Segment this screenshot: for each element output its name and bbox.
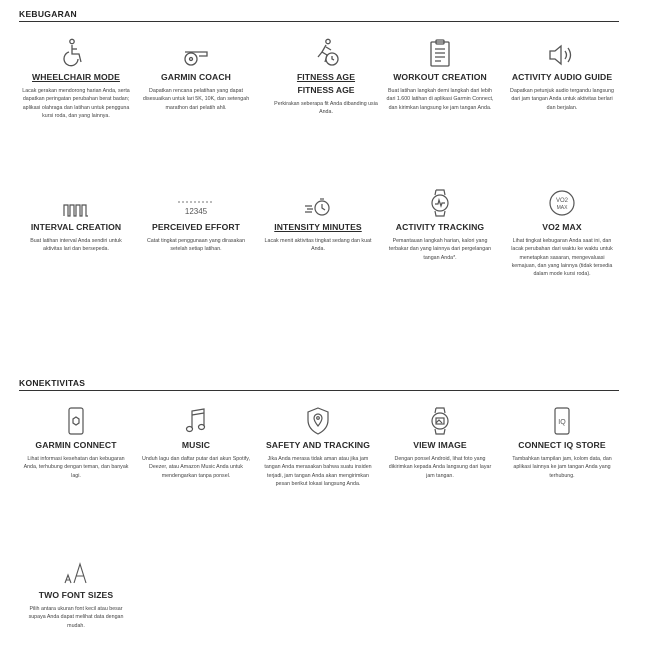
feature-connect-iq-store: [503, 402, 621, 480]
feature-title: GARMIN CONNECT: [35, 440, 117, 450]
feature-description: Dapatkan petunjuk audio tergandu langsung dari jam tangan Anda untuk aktivitas berlari dan berjalan.: [510, 88, 614, 111]
wheelchair-icon: [17, 34, 135, 68]
feature-title: SAFETY AND TRACKING: [265, 440, 371, 450]
feature-title[interactable]: WHEELCHAIR MODE: [32, 72, 120, 82]
feature-intensity-minutes: [259, 184, 377, 254]
feature-title: GARMIN COACH: [161, 72, 231, 82]
effort-scale-icon: [137, 184, 255, 218]
vo2max-icon: [503, 184, 621, 218]
feature-description: Dapatkan rencana pelatihan yang dapat disesuaikan untuk lari 5K, 10K, dan setengah marathon dari pelatih ahli.: [142, 88, 250, 111]
feature-workout-creation: [381, 34, 499, 112]
feature-subtitle: FITNESS AGE: [297, 85, 355, 95]
feature-activity-tracking: [381, 184, 499, 262]
feature-description: Perkirakan seberapa fit Anda dibanding usia Anda.: [274, 101, 378, 116]
phone-app-icon: [17, 402, 135, 436]
feature-garmin-coach: [137, 34, 255, 112]
phone-iq-icon: [503, 402, 621, 436]
feature-view-image: [381, 402, 499, 480]
feature-description: Pilih antara ukuran font kecil atau besar supaya Anda dapat melihat data dengan mudah.: [28, 606, 124, 629]
feature-description: Lacak gerakan mendorong harian Anda, serta dapatkan peringatan perubahan berat badan; aplikasi olahraga dan latihan untuk pengguna kursi roda, dan yang lainnya.: [22, 88, 130, 119]
runner-clock-icon: [267, 34, 385, 68]
section-divider-fitness: [19, 21, 619, 22]
feature-fitness-age: [267, 34, 385, 117]
feature-title: ACTIVITY AUDIO GUIDE: [511, 72, 613, 82]
music-note-icon: [137, 402, 255, 436]
feature-two-font-sizes: [17, 552, 135, 630]
feature-title: ACTIVITY TRACKING: [395, 222, 485, 232]
feature-title[interactable]: INTENSITY MINUTES: [274, 222, 362, 232]
feature-safety-tracking: [259, 402, 377, 488]
watch-image-icon: [381, 402, 499, 436]
feature-vo2-max: [503, 184, 621, 278]
feature-title: MUSIC: [181, 440, 211, 450]
section-title-connectivity: KONEKTIVITAS: [19, 378, 86, 388]
feature-description: Unduh lagu dan daftar putar dari akun Spotify, Deezer, atau Amazon Music Anda untuk mendengarkan tanpa ponsel.: [142, 456, 250, 479]
feature-description: Pemantauan langkah harian, kalori yang terbakar dan yang lainnya dari pergelangan tangan Anda*.: [388, 238, 492, 261]
feature-title: CONNECT IQ STORE: [518, 440, 606, 450]
interval-wave-icon: [17, 184, 135, 218]
watch-activity-icon: [381, 184, 499, 218]
feature-description: Buat latihan langkah demi langkah dari lebih dari 1.600 latihan di aplikasi Garmin Connect, dan kirimkan langsung ke jam tangan Anda.: [386, 88, 494, 111]
section-title-fitness: KEBUGARAN: [19, 9, 77, 19]
svg-text:MAX: MAX: [556, 205, 568, 211]
feature-garmin-connect: [17, 402, 135, 480]
feature-description: Catat tingkat penggunaan yang dirasakan setelah setiap latihan.: [146, 238, 246, 253]
section-divider-connectivity: [19, 390, 619, 391]
feature-title: INTERVAL CREATION: [30, 222, 122, 232]
feature-title: PERCEIVED EFFORT: [151, 222, 241, 232]
feature-title: WORKOUT CREATION: [393, 72, 487, 82]
feature-description: Dengan ponsel Android, lihat foto yang dikirimkan kepada Anda langsung dari layar jam tangan.: [388, 456, 492, 479]
effort-scale-numbers: 12345: [184, 207, 208, 216]
feature-interval-creation: [17, 184, 135, 254]
svg-text:IQ: IQ: [558, 419, 566, 426]
feature-wheelchair-mode: [17, 34, 135, 120]
font-size-icon: [17, 552, 135, 586]
whistle-icon: [137, 34, 255, 68]
feature-music: [137, 402, 255, 480]
feature-title: VIEW IMAGE: [413, 440, 467, 450]
svg-text:VO2: VO2: [555, 198, 569, 204]
feature-description: Lacak menit aktivitas tingkat sedang dan kuat Anda.: [264, 238, 372, 253]
feature-title: VO2 MAX: [542, 222, 582, 232]
feature-activity-audio-guide: [503, 34, 621, 112]
feature-description: Lihat tingkat kebugaran Anda saat ini, dan lacak perubahan dari waktu ke waktu untuk menetapkan sasaran, mengevaluasi kemajuan, dan yang lainnya (tidak tersedia dalam mode kursi roda).: [511, 238, 613, 278]
feature-description: Lihat informasi kesehatan dan kebugaran Anda, terhubung dengan teman, dan banyak lagi.: [23, 456, 129, 479]
feature-perceived-effort: [137, 184, 255, 254]
feature-description: Jika Anda merasa tidak aman atau jika jam tangan Anda merasakan bahwa suatu insiden terjadi, jam tangan Anda akan mengirimkan pesan berikut lokasi langsung Anda.: [264, 456, 372, 487]
feature-title[interactable]: FITNESS AGE: [296, 72, 356, 82]
stopwatch-icon: [259, 184, 377, 218]
feature-description: Buat latihan interval Anda sendiri untuk aktivitas lari dan bersepeda.: [30, 238, 122, 253]
feature-title: TWO FONT SIZES: [38, 590, 114, 600]
speaker-icon: [503, 34, 621, 68]
shield-location-icon: [259, 402, 377, 436]
feature-description: Tambahkan tampilan jam, kolom data, dan aplikasi lainnya ke jam tangan Anda yang terhubung.: [512, 456, 612, 479]
clipboard-icon: [381, 34, 499, 68]
